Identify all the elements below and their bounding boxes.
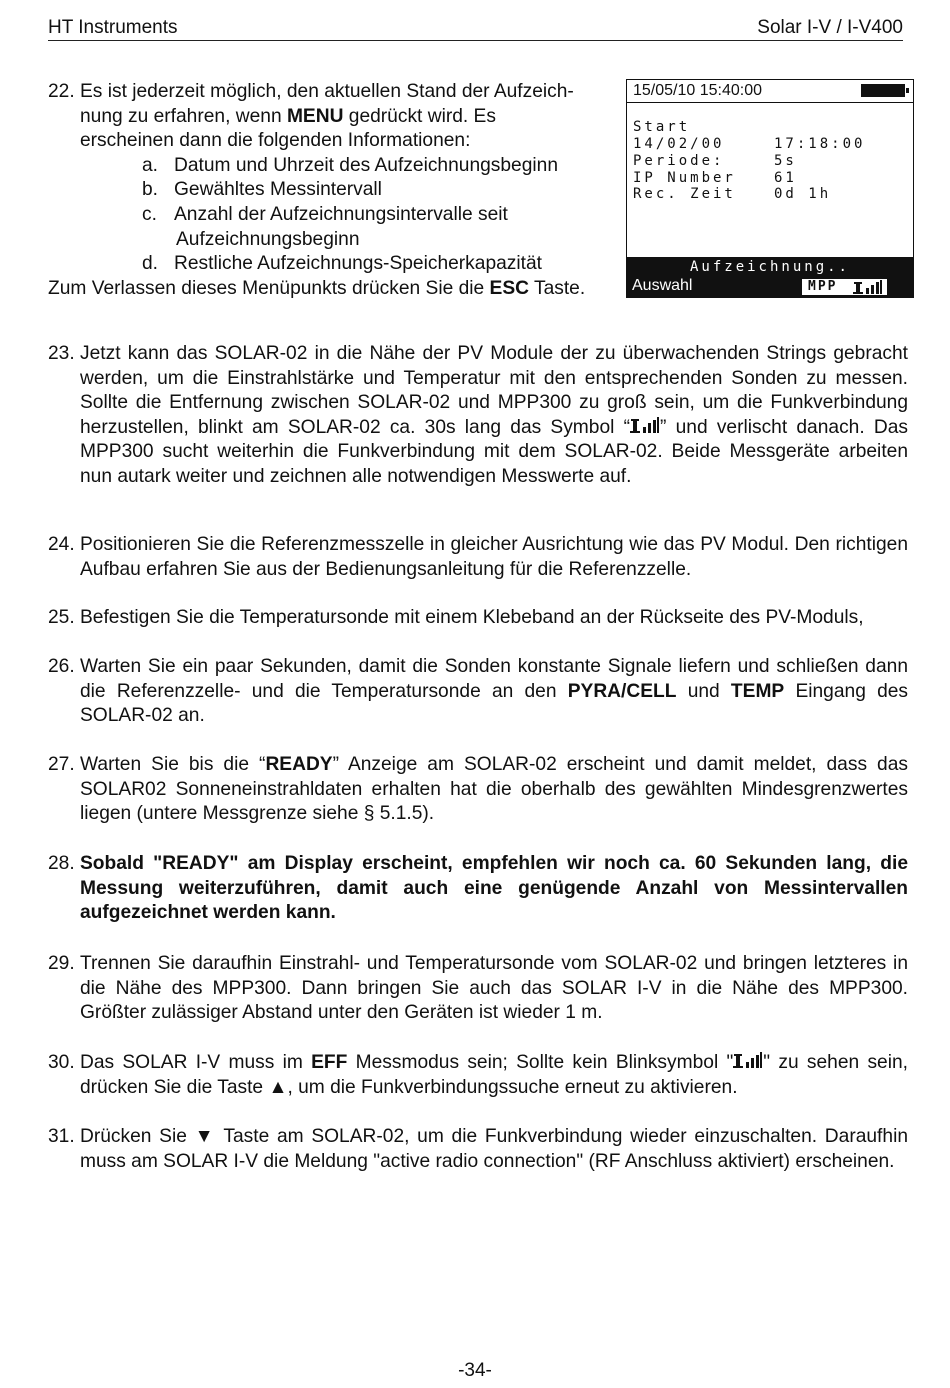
step-29-text: Trennen Sie daraufhin Einstrahl- und Temperatursonde vom SOLAR-02 und bringen letzteres in die Nähe des MPP300. Dann bringen Sie auch das SOLAR I-V in die Nähe des MPP300. Größter zulässiger Abstand unter den Geräten ist wieder 1 m. — [80, 953, 908, 1024]
radio-antenna-icon — [733, 1052, 763, 1069]
step-24-text: Positionieren Sie die Referenzmesszelle in gleicher Ausrichtung wie das PV Modul. Den richtigen Aufbau erfahren Sie aus der Bedienungsanleitung für die Referenzzelle. — [80, 534, 908, 580]
step-28 — [48, 852, 908, 926]
arrow-up-icon: ▲ — [268, 1076, 288, 1098]
lcd-start-label: Start — [633, 119, 691, 135]
step-24-number: 24. — [48, 534, 75, 555]
step-28-number: 28. — [48, 853, 75, 874]
step-22-text — [80, 80, 620, 154]
header-left: HT Instruments — [48, 17, 178, 38]
step-27 — [48, 753, 908, 827]
page-header — [48, 17, 903, 41]
ready-indicator: READY — [265, 754, 333, 775]
step-28-text: Sobald "READY" am Display erscheint, empfehlen wir noch ca. 60 Sekunden lang, die Messung weiterzuführen, damit auch eine genügende Anzahl von Messintervallen aufgezeichnet werden kann. — [80, 853, 908, 924]
list-item: d. Restliche Aufzeichnungs-Speicherkapazität — [142, 253, 542, 274]
battery-icon — [861, 84, 905, 97]
step-29 — [48, 952, 908, 1026]
menu-key: MENU — [286, 105, 344, 127]
step-22-line2: nung zu erfahren, wenn MENU gedrückt wird. Es — [80, 105, 496, 127]
step-22-line3: erscheinen dann die folgenden Informationen: — [80, 130, 471, 152]
step-24 — [48, 533, 908, 582]
list-item: c. Anzahl der Aufzeichnungsintervalle seit Aufzeichnungsbeginn — [142, 204, 508, 250]
lcd-start-row: 14/02/00 17:18:00 — [633, 136, 866, 152]
step-22-number: 22. — [48, 81, 75, 102]
radio-antenna-icon — [853, 280, 883, 294]
step-29-number: 29. — [48, 953, 75, 974]
temp-input: TEMP — [730, 680, 785, 702]
mpp-mode-indicator: MPP — [802, 279, 887, 295]
step-23-text: Jetzt kann das SOLAR-02 in die Nähe der PV Module der zu überwachenden Strings gebracht werden, um die Einstrahlstärke und Temperatur mit den entsprechenden Sonden zu messen. Sollte die Entfernung zwischen SOLAR-02 und MPP300 zu groß sein, um die Funkverbindung herzustellen, blinkt am SOLAR-02 ca. 30s lang das Symbol “ ” und verlischt danach. Das MPP300 sucht weiterhin die Funkverbindung mit dem SOLAR-02. Beide Messgeräte arbeiten nun autark weiter und zeichnen alle notwendigen Messwerte auf. — [80, 343, 908, 487]
page-number: -34- — [458, 1360, 492, 1381]
header-right: Solar I-V / I-V400 — [757, 17, 903, 38]
lcd-display — [626, 79, 914, 298]
step-27-text: Warten Sie bis die “READY” Anzeige am SOLAR-02 erscheint und damit meldet, dass das SOLAR02 Sonneneinstrahldaten erhalten hat die oberhalb des gewählten Mindesgrenzwertes liegen (untere Messgrenze siehe § 5.1.5). — [80, 754, 908, 825]
step-23 — [48, 342, 908, 490]
lcd-status-bar: Aufzeichnung.. — [627, 257, 913, 277]
arrow-down-icon: ▼ — [194, 1126, 217, 1147]
radio-antenna-icon — [630, 417, 660, 434]
step-30 — [48, 1051, 908, 1100]
step-25-text: Befestigen Sie die Temperatursonde mit einem Klebeband an der Rückseite des PV-Moduls, — [80, 607, 864, 628]
step-25 — [48, 606, 918, 631]
step-26-number: 26. — [48, 656, 75, 677]
select-softkey[interactable]: Auswahl — [632, 277, 693, 294]
step-22-line1: Es ist jederzeit möglich, den aktuellen Stand der Aufzeich- — [80, 81, 574, 102]
step-26 — [48, 655, 908, 729]
lcd-rec-row: Rec. Zeit 0d 1h — [633, 186, 832, 202]
step-23-number: 23. — [48, 343, 75, 364]
step-31-text: Drücken Sie ▼ Taste am SOLAR-02, um die Funkverbindung wieder einzuschalten. Daraufhin muss am SOLAR I-V die Meldung "active radio connection" (RF Anschluss aktiviert) erscheinen. — [80, 1126, 908, 1172]
pyra-cell-input: PYRA/CELL — [567, 680, 677, 702]
step-26-text: Warten Sie ein paar Sekunden, damit die Sonden konstante Signale liefern und schließen dann die Referenzzelle- und die Temperatursonde an den PYRA/CELL und TEMP Eingang des SOLAR-02 an. — [80, 656, 909, 727]
lcd-divider — [627, 102, 913, 103]
lcd-bottom-bar — [627, 276, 913, 297]
step-31-number: 31. — [48, 1126, 75, 1147]
eff-mode: EFF — [311, 1052, 348, 1073]
step-27-number: 27. — [48, 754, 75, 775]
step-25-number: 25. — [48, 607, 75, 628]
step-30-text: Das SOLAR I-V muss im EFF Messmodus sein; Sollte kein Blinksymbol " " zu sehen sein, drücken Sie die Taste ▲, um die Funkverbindungssuche erneut zu aktivieren. — [80, 1052, 908, 1098]
lcd-ip-row: IP Number 61 — [633, 170, 797, 186]
step-22-exit: Zum Verlassen dieses Menüpunkts drücken Sie die ESC Taste. — [48, 278, 586, 299]
step-31 — [48, 1125, 908, 1174]
step-30-number: 30. — [48, 1052, 75, 1073]
esc-key: ESC — [489, 278, 529, 299]
list-item: a. Datum und Uhrzeit des Aufzeichnungsbeginn — [142, 155, 558, 176]
list-item: b. Gewähltes Messintervall — [142, 179, 382, 200]
lcd-datetime: 15/05/10 15:40:00 — [633, 82, 763, 99]
lcd-period-row: Periode: 5s — [633, 153, 797, 169]
